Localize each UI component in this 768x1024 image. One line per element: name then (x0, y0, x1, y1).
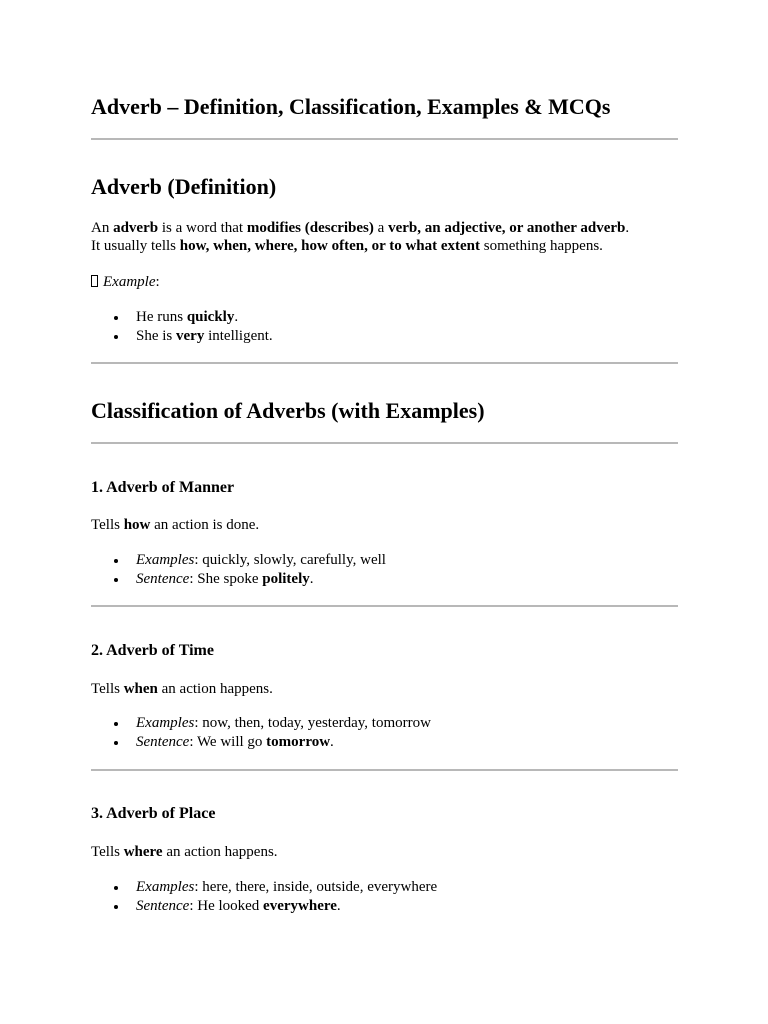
bold-run: tomorrow (266, 734, 331, 750)
examples-label: Examples (136, 879, 195, 895)
manner-heading: 1. Adverb of Manner (91, 479, 235, 496)
list-item (91, 878, 437, 897)
text-run: Tells (91, 844, 124, 860)
bold-run: verb, an adjective, or another adverb (388, 220, 626, 236)
text-run: . (330, 734, 334, 750)
time-description (91, 680, 273, 698)
text-run: She is (136, 328, 177, 344)
bold-run: how, when, where, how often, or to what extent (179, 238, 481, 254)
text-run: : He looked (189, 898, 264, 914)
text-run: : We will go (189, 734, 267, 750)
divider (91, 362, 678, 364)
list-item (91, 551, 386, 570)
definition-heading: Adverb (Definition) (91, 174, 277, 199)
text-run: something happens. (480, 238, 603, 254)
place-list (91, 878, 437, 916)
example-label-line (91, 273, 160, 291)
text-run: . (625, 220, 630, 236)
place-description (91, 843, 278, 861)
list-item (91, 897, 437, 916)
text-run: : now, then, today, yesterday, tomorrow (194, 715, 431, 731)
text-run: is a word that (158, 220, 247, 236)
text-run: intelligent. (204, 328, 273, 344)
text-run: : here, there, inside, outside, everywhere (194, 879, 438, 895)
text-run: : (155, 274, 160, 290)
text-run: an action is done. (150, 517, 260, 533)
definition-line-2 (91, 237, 603, 255)
place-heading: 3. Adverb of Place (91, 805, 216, 822)
example-label: Example (103, 274, 156, 290)
divider (91, 442, 678, 444)
divider (91, 605, 678, 607)
text-run: An (91, 220, 114, 236)
manner-list (91, 551, 386, 589)
sentence-label: Sentence (136, 734, 190, 750)
bold-run: everywhere (263, 898, 337, 914)
text-run: : She spoke (189, 571, 263, 587)
sentence-label: Sentence (136, 898, 190, 914)
examples-label: Examples (136, 715, 195, 731)
text-run: . (336, 898, 341, 914)
bold-run: very (176, 328, 205, 344)
text-run: It usually tells (91, 238, 180, 254)
divider (91, 769, 678, 771)
examples-label: Examples (136, 552, 195, 568)
missing-glyph-icon (91, 275, 98, 287)
bold-run: where (123, 844, 163, 860)
text-run: a (373, 220, 389, 236)
list-item (91, 327, 273, 346)
list-item (91, 714, 431, 733)
bold-run: when (123, 681, 158, 697)
list-item (91, 570, 386, 589)
definition-example-list (91, 308, 273, 346)
text-run: . (309, 571, 314, 587)
time-list (91, 714, 431, 752)
definition-line-1 (91, 219, 629, 237)
list-item (91, 733, 431, 752)
text-run: Tells (91, 681, 124, 697)
text-run: . (234, 309, 239, 325)
text-run: an action happens. (162, 844, 278, 860)
bold-run: modifies (describes) (246, 220, 374, 236)
bold-run: how (123, 517, 151, 533)
time-heading: 2. Adverb of Time (91, 642, 214, 659)
manner-description (91, 516, 259, 534)
divider (91, 138, 678, 140)
text-run: an action happens. (157, 681, 273, 697)
text-run: He runs (136, 309, 187, 325)
list-item (91, 308, 273, 327)
bold-run: quickly (186, 309, 235, 325)
bold-run: politely (262, 571, 310, 587)
classification-heading: Classification of Adverbs (with Examples) (91, 398, 485, 423)
sentence-label: Sentence (136, 571, 190, 587)
page-title: Adverb – Definition, Classification, Examples & MCQs (91, 94, 611, 119)
text-run: Tells (91, 517, 124, 533)
text-run: : quickly, slowly, carefully, well (194, 552, 386, 568)
bold-run: adverb (113, 220, 159, 236)
